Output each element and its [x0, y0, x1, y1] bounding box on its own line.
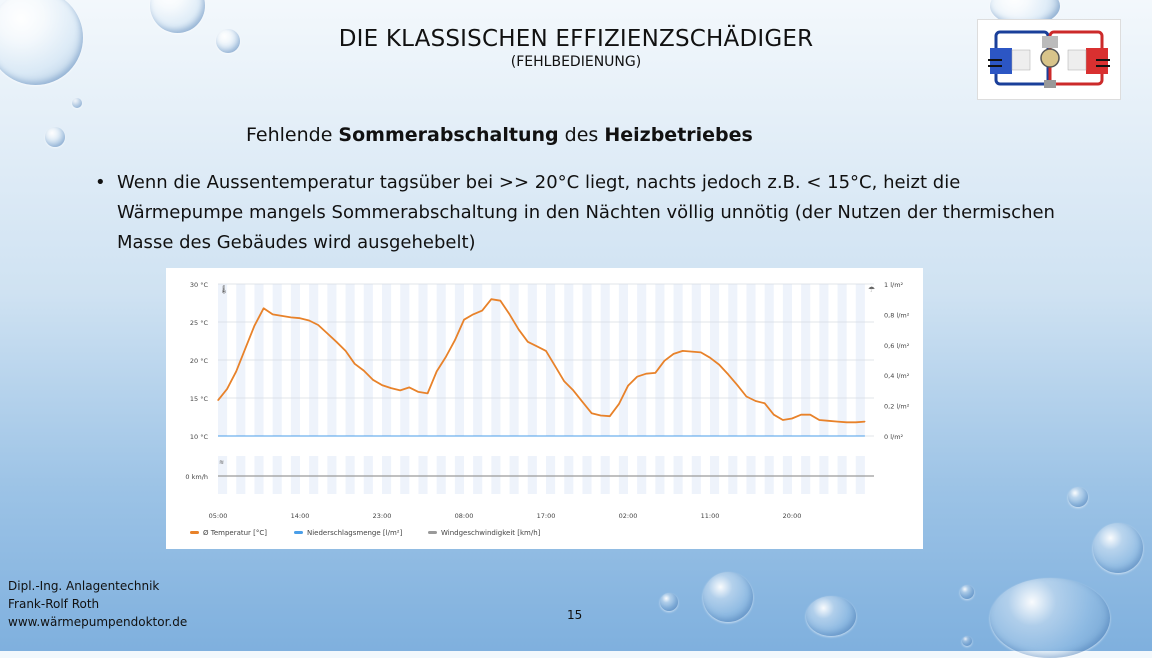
legend-label: Niederschlagsmenge [l/m²]: [307, 529, 403, 537]
temperature-point: [582, 401, 583, 402]
temperature-point: [518, 329, 519, 330]
y-tick-label: 10 °C: [189, 433, 208, 441]
heat-pump-diagram-icon: [977, 19, 1121, 100]
temperature-point: [354, 363, 355, 364]
temperature-point: [855, 422, 856, 423]
temperature-point: [454, 340, 455, 341]
temperature-point: [491, 299, 492, 300]
grid-band: [528, 456, 537, 494]
temperature-point: [545, 350, 546, 351]
y-tick-label: 20 °C: [189, 357, 208, 365]
temperature-point: [327, 333, 328, 334]
grid-band: [619, 456, 628, 494]
grid-band: [236, 456, 245, 494]
wind-tick-label: 0 km/h: [185, 473, 208, 481]
temperature-point: [646, 373, 647, 374]
footer-line: www.wärmepumpendoktor.de: [8, 615, 188, 629]
temperature-point: [463, 319, 464, 320]
water-drop-decoration: [806, 596, 856, 636]
grid-band: [418, 456, 427, 494]
y2-tick-label: 0,8 l/m²: [884, 311, 910, 320]
temperature-point: [245, 348, 246, 349]
temperature-point: [773, 414, 774, 415]
temperature-point: [637, 376, 638, 377]
temperature-point: [309, 320, 310, 321]
temperature-point: [719, 364, 720, 365]
heading-bold-term: Heizbetriebes: [604, 124, 753, 146]
temperature-point: [391, 388, 392, 389]
temperature-point: [864, 421, 865, 422]
temperature-point: [609, 416, 610, 417]
grid-band: [801, 456, 810, 494]
footer-line: Dipl.-Ing. Anlagentechnik: [8, 579, 160, 593]
temperature-point: [290, 317, 291, 318]
temperature-point: [372, 379, 373, 380]
legend-swatch: [190, 531, 199, 534]
grid-band: [710, 456, 719, 494]
grid-band: [291, 456, 300, 494]
footer-author-block: [8, 577, 187, 631]
temperature-point: [427, 393, 428, 394]
legend-label: Ø Temperatur [°C]: [203, 529, 267, 537]
temperature-point: [700, 352, 701, 353]
y-tick-label: 15 °C: [189, 395, 208, 403]
temperature-point: [627, 385, 628, 386]
temperature-point: [227, 388, 228, 389]
y-tick-label: 30 °C: [189, 281, 208, 289]
temperature-point: [281, 315, 282, 316]
water-drop-decoration: [72, 98, 82, 108]
grid-band: [692, 456, 701, 494]
grid-band: [346, 456, 355, 494]
wind-icon: ≋: [219, 459, 225, 466]
x-tick-label: 08:00: [454, 512, 474, 520]
footer-line: Frank-Rolf Roth: [8, 597, 100, 611]
temperature-point: [837, 421, 838, 422]
temperature-point: [728, 374, 729, 375]
temperature-point: [573, 390, 574, 391]
temperature-point: [482, 310, 483, 311]
temperature-point: [345, 350, 346, 351]
water-drop-decoration: [703, 572, 753, 622]
temperature-point: [500, 300, 501, 301]
water-drop-decoration: [660, 593, 678, 611]
slide-subtitle: (FEHLBEDIENUNG): [510, 54, 642, 70]
temperature-point: [473, 314, 474, 315]
y-tick-label: 25 °C: [189, 319, 208, 327]
temperature-point: [655, 372, 656, 373]
temperature-point: [618, 403, 619, 404]
temperature-point: [682, 350, 683, 351]
x-tick-label: 20:00: [782, 512, 802, 520]
grid-band: [473, 456, 482, 494]
temperature-point: [299, 318, 300, 319]
temperature-point: [272, 314, 273, 315]
water-drop-decoration: [45, 127, 65, 147]
grid-band: [309, 456, 318, 494]
y2-tick-label: 0,6 l/m²: [884, 341, 910, 350]
temperature-point: [737, 384, 738, 385]
temperature-point: [445, 356, 446, 357]
x-tick-label: 23:00: [372, 512, 392, 520]
grid-band: [510, 456, 519, 494]
temperature-point: [828, 420, 829, 421]
grid-band: [746, 456, 755, 494]
grid-band: [838, 456, 847, 494]
temperature-point: [846, 422, 847, 423]
grid-band: [856, 456, 865, 494]
temperature-point: [664, 360, 665, 361]
section-heading: [246, 124, 753, 146]
x-tick-label: 02:00: [618, 512, 638, 520]
temperature-point: [810, 414, 811, 415]
temperature-point: [673, 353, 674, 354]
legend-swatch: [428, 531, 437, 534]
x-tick-label: 05:00: [208, 512, 228, 520]
grid-band: [382, 456, 391, 494]
water-drop-decoration: [962, 636, 972, 646]
thermometer-icon: 🌡︎: [219, 285, 230, 294]
temperature-point: [819, 419, 820, 420]
x-tick-label: 14:00: [290, 512, 310, 520]
y2-tick-label: 0,2 l/m²: [884, 402, 910, 411]
grid-band: [674, 456, 683, 494]
grid-band: [546, 456, 555, 494]
y2-tick-label: 1 l/m²: [884, 281, 904, 289]
grid-band: [601, 456, 610, 494]
heading-text: des: [558, 124, 605, 146]
temperature-point: [600, 415, 601, 416]
weather-chart: [166, 268, 923, 549]
rain-icon: ☂︎: [868, 285, 876, 294]
grid-band: [819, 456, 828, 494]
y2-tick-label: 0,4 l/m²: [884, 372, 910, 381]
temperature-point: [263, 308, 264, 309]
temperature-point: [409, 387, 410, 388]
grid-band: [491, 456, 500, 494]
water-drop-decoration: [1068, 487, 1088, 507]
temperature-point: [709, 357, 710, 358]
temperature-point: [764, 403, 765, 404]
temperature-line-chart: [166, 268, 923, 549]
grid-band: [655, 456, 664, 494]
grid-band: [783, 456, 792, 494]
temperature-point: [691, 351, 692, 352]
slide-title: DIE KLASSISCHEN EFFIZIENZSCHÄDIGER: [338, 26, 814, 52]
grid-band: [364, 456, 373, 494]
temperature-point: [555, 365, 556, 366]
temperature-point: [536, 346, 537, 347]
bullet-text: Wenn die Aussentemperatur tagsüber bei >> 20°C liegt, nachts jedoch z.B. < 15°C, heizt die Wärmepumpe mangels Sommerabschaltung in den Nächten völlig unnötig (der Nutzen der thermischen Masse des Gebäudes wird ausgehebelt): [117, 172, 1055, 253]
water-drop-decoration: [960, 585, 974, 599]
temperature-point: [509, 314, 510, 315]
grid-band: [728, 456, 737, 494]
temperature-point: [591, 413, 592, 414]
grid-band: [327, 456, 336, 494]
temperature-point: [381, 384, 382, 385]
grid-band: [437, 456, 446, 494]
legend-swatch: [294, 531, 303, 534]
temperature-point: [782, 419, 783, 420]
x-tick-label: 17:00: [536, 512, 556, 520]
temperature-point: [363, 370, 364, 371]
page-number: 15: [567, 608, 583, 622]
temperature-point: [400, 390, 401, 391]
grid-band: [765, 456, 774, 494]
temperature-point: [336, 341, 337, 342]
temperature-point: [318, 324, 319, 325]
temperature-point: [746, 396, 747, 397]
temperature-point: [564, 381, 565, 382]
legend-label: Windgeschwindigkeit [km/h]: [441, 529, 541, 537]
bullet-marker: •: [95, 172, 106, 193]
water-drop-decoration: [990, 578, 1110, 658]
temperature-point: [236, 371, 237, 372]
temperature-point: [527, 341, 528, 342]
grid-band: [637, 456, 646, 494]
temperature-point: [755, 400, 756, 401]
heading-text: Fehlende: [246, 124, 339, 146]
grid-band: [564, 456, 573, 494]
y2-tick-label: 0 l/m²: [884, 433, 904, 441]
heading-bold-term: Sommerabschaltung: [338, 124, 559, 146]
grid-band: [254, 456, 263, 494]
temperature-point: [217, 400, 218, 401]
grid-band: [273, 456, 282, 494]
temperature-point: [254, 325, 255, 326]
x-tick-label: 11:00: [700, 512, 720, 520]
grid-band: [455, 456, 464, 494]
temperature-point: [791, 418, 792, 419]
water-drop-decoration: [1093, 523, 1143, 573]
temperature-point: [436, 371, 437, 372]
temperature-point: [801, 414, 802, 415]
grid-band: [582, 456, 591, 494]
grid-band: [400, 456, 409, 494]
temperature-point: [418, 391, 419, 392]
